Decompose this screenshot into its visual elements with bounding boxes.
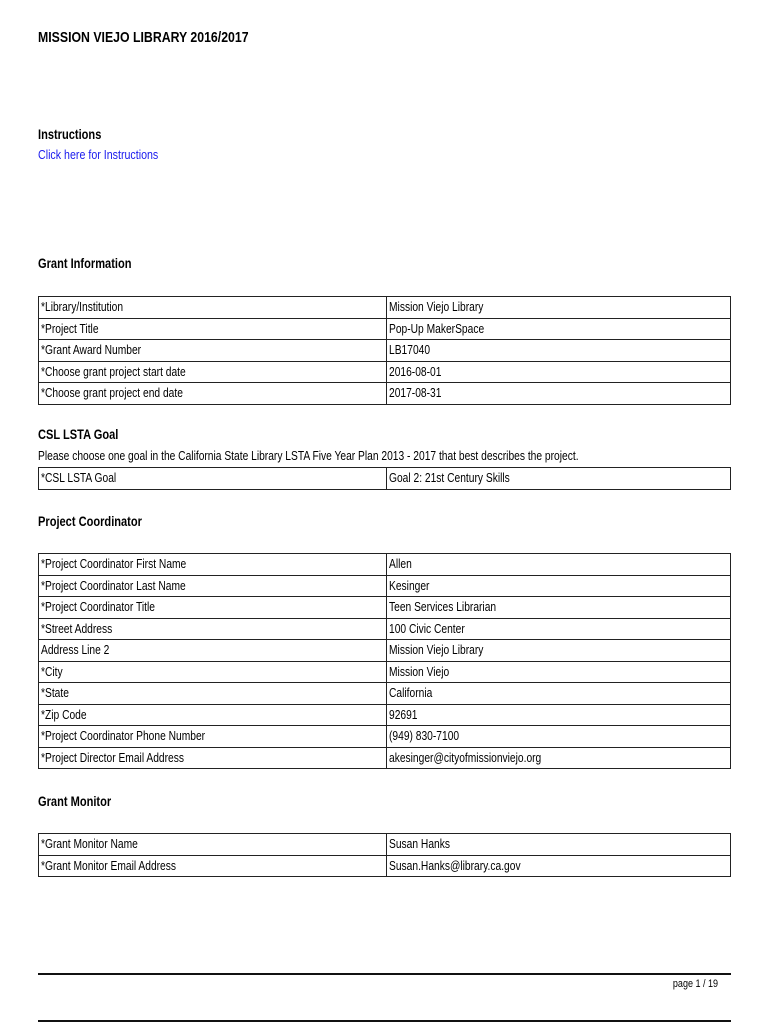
table-row: [39, 468, 731, 490]
field-value: Mission Viejo Library: [387, 297, 731, 319]
field-label: *Project Coordinator Last Name: [39, 575, 387, 597]
field-label: *Grant Monitor Name: [39, 834, 387, 856]
table-row: [39, 575, 731, 597]
table-row: [39, 640, 731, 662]
table-row: [39, 618, 731, 640]
table-row: [39, 361, 731, 383]
field-value: Mission Viejo Library: [387, 640, 731, 662]
field-value: Allen: [387, 554, 731, 576]
field-value: 100 Civic Center: [387, 618, 731, 640]
field-value: Susan Hanks: [387, 834, 731, 856]
grant-information-heading: Grant Information: [38, 256, 132, 271]
lsta-goal-description: Please choose one goal in the California State Library LSTA Five Year Plan 2013 - 2017 that best describes the project.: [38, 449, 579, 463]
table-row: [39, 297, 731, 319]
page-number: page 1 / 19: [672, 978, 718, 990]
field-label: *Grant Award Number: [39, 340, 387, 362]
field-label: *Choose grant project end date: [39, 383, 387, 405]
table-row: [39, 834, 731, 856]
field-value: Goal 2: 21st Century Skills: [387, 468, 731, 490]
field-label: *Grant Monitor Email Address: [39, 855, 387, 877]
field-value: Kesinger: [387, 575, 731, 597]
page-title: MISSION VIEJO LIBRARY 2016/2017: [38, 29, 249, 46]
field-label: *State: [39, 683, 387, 705]
field-label: *Choose grant project start date: [39, 361, 387, 383]
table-row: [39, 597, 731, 619]
table-row: [39, 855, 731, 877]
field-value: Teen Services Librarian: [387, 597, 731, 619]
field-label: *Project Coordinator Title: [39, 597, 387, 619]
field-value: 2017-08-31: [387, 383, 731, 405]
field-label: *Library/Institution: [39, 297, 387, 319]
field-value: Mission Viejo: [387, 661, 731, 683]
table-row: [39, 726, 731, 748]
grant-information-table: [38, 296, 731, 405]
field-label: *Street Address: [39, 618, 387, 640]
instructions-link[interactable]: Click here for Instructions: [38, 147, 159, 162]
field-label: *Project Coordinator First Name: [39, 554, 387, 576]
field-label: *Project Title: [39, 318, 387, 340]
grant-monitor-heading: Grant Monitor: [38, 794, 112, 809]
table-row: [39, 747, 731, 769]
table-row: [39, 554, 731, 576]
field-value: 2016-08-01: [387, 361, 731, 383]
field-label: *Project Coordinator Phone Number: [39, 726, 387, 748]
table-row: [39, 704, 731, 726]
field-label: *Zip Code: [39, 704, 387, 726]
footer-divider-top: [38, 973, 731, 975]
table-row: [39, 318, 731, 340]
table-row: [39, 683, 731, 705]
table-row: [39, 383, 731, 405]
project-coordinator-heading: Project Coordinator: [38, 514, 142, 529]
lsta-goal-heading: CSL LSTA Goal: [38, 427, 119, 442]
footer-divider-bottom: [38, 1020, 731, 1022]
table-row: [39, 340, 731, 362]
table-row: [39, 661, 731, 683]
field-label: *Project Director Email Address: [39, 747, 387, 769]
field-value: LB17040: [387, 340, 731, 362]
field-value: California: [387, 683, 731, 705]
instructions-heading: Instructions: [38, 127, 102, 142]
field-value: Pop-Up MakerSpace: [387, 318, 731, 340]
field-value: 92691: [387, 704, 731, 726]
field-label: *CSL LSTA Goal: [39, 468, 387, 490]
field-value: akesinger@cityofmissionviejo.org: [387, 747, 731, 769]
project-coordinator-table: [38, 553, 731, 769]
grant-monitor-table: [38, 833, 731, 877]
field-value: Susan.Hanks@library.ca.gov: [387, 855, 731, 877]
lsta-goal-table: [38, 467, 731, 490]
field-label: Address Line 2: [39, 640, 387, 662]
field-label: *City: [39, 661, 387, 683]
field-value: (949) 830-7100: [387, 726, 731, 748]
